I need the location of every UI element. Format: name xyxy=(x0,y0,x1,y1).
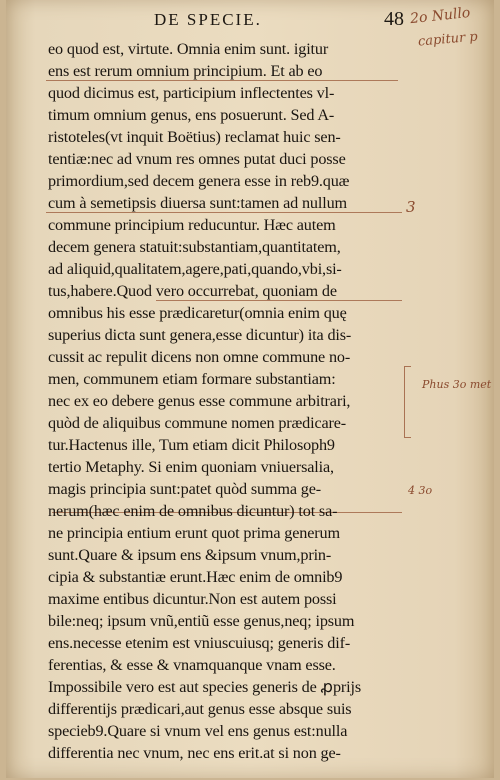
marginal-note: 4 3o xyxy=(408,484,433,497)
text-line: ens.necesse etenim est vniuscuiusq; generis dif- xyxy=(48,634,351,652)
text-line: tentiæ:nec ad vnum res omnes putat duci posse xyxy=(48,150,346,168)
text-line: differentia nec vnum, nec ens erit.at si non ge- xyxy=(48,744,341,762)
text-line: cum à semetipsis diuersa sunt:tamen ad nullum xyxy=(48,194,347,212)
text-line: quod dicimus est, participium inflectentes vl- xyxy=(48,84,335,102)
text-line: ferentias, & esse & vnamquanque vnam esse. xyxy=(48,656,336,674)
text-line: nec ex eo debere genus esse commune arbitrari, xyxy=(48,392,351,410)
text-line: cussit ac repulit dicens non omne commune no- xyxy=(48,348,351,366)
text-line: men, communem etiam formare substantiam: xyxy=(48,370,336,388)
text-line: sunt.Quare & ipsum ens &ipsum vnum,prin- xyxy=(48,546,332,564)
text-line: tus,habere.Quod vero occurrebat, quoniam de xyxy=(48,282,337,300)
text-line: magis principia sunt:patet quòd summa ge- xyxy=(48,480,322,498)
text-line: tur.Hactenus ille, Tum etiam dicit Philosoph9 xyxy=(48,436,335,454)
text-line: commune principium reducuntur. Hæc autem xyxy=(48,216,336,234)
text-line: specieb9.Quare si vnum vel ens genus est:nulla xyxy=(48,722,348,740)
text-line: ens est rerum omnium principium. Et ab eo xyxy=(48,62,323,80)
text-line: superius dicta sunt genera,esse dicuntur) ita dis- xyxy=(48,326,352,344)
text-line: primordium,sed decem genera esse in reb9.quæ xyxy=(48,172,350,190)
text-line: ne principia entium erunt quot prima generum xyxy=(48,524,340,542)
handwritten-bracket xyxy=(404,366,411,438)
text-line: maxime entibus dicuntur.Non est autem possi xyxy=(48,590,337,608)
text-line: bile:neq; ipsum vnũ,entiũ esse genus,neq; ipsum xyxy=(48,612,355,630)
marginal-note: capitur p xyxy=(417,29,479,50)
text-line: tertio Metaphy. Si enim quoniam vniuersalia, xyxy=(48,458,334,476)
text-line: timum omnium genus, ens posuerunt. Sed A- xyxy=(48,106,335,124)
text-line: Impossibile vero est aut species generis de ꝓprijs xyxy=(48,678,361,696)
text-line: quòd de aliquibus commune nomen prædicare- xyxy=(48,414,347,432)
body-text xyxy=(48,38,402,764)
marginal-note: 3 xyxy=(406,198,416,216)
marginal-note: Phus 3o met xyxy=(422,378,492,391)
text-line: ristoteles(vt inquit Boëtius) reclamat huic sen- xyxy=(48,128,341,146)
text-line: ad aliquid,qualitatem,agere,pati,quando,vbi,si- xyxy=(48,260,342,278)
running-head: DE SPECIE. xyxy=(154,10,262,29)
text-line: decem genera statuit:substantiam,quantitatem, xyxy=(48,238,341,256)
text-line: eo quod est, virtute. Omnia enim sunt. igitur xyxy=(48,40,329,58)
text-line: omnibus his esse prædicaretur(omnia enim quę xyxy=(48,304,347,322)
page-number: 48 xyxy=(384,8,404,30)
text-line: nerum(hæc enim de omnibus dicuntur) tot sa- xyxy=(48,502,338,520)
marginal-note: 2o Nullo xyxy=(409,4,472,28)
text-line: differentijs prædicari,aut genus esse absque suis xyxy=(48,700,352,718)
book-page xyxy=(6,0,494,778)
text-line: cipia & substantiæ erunt.Hæc enim de omnib9 xyxy=(48,568,343,586)
